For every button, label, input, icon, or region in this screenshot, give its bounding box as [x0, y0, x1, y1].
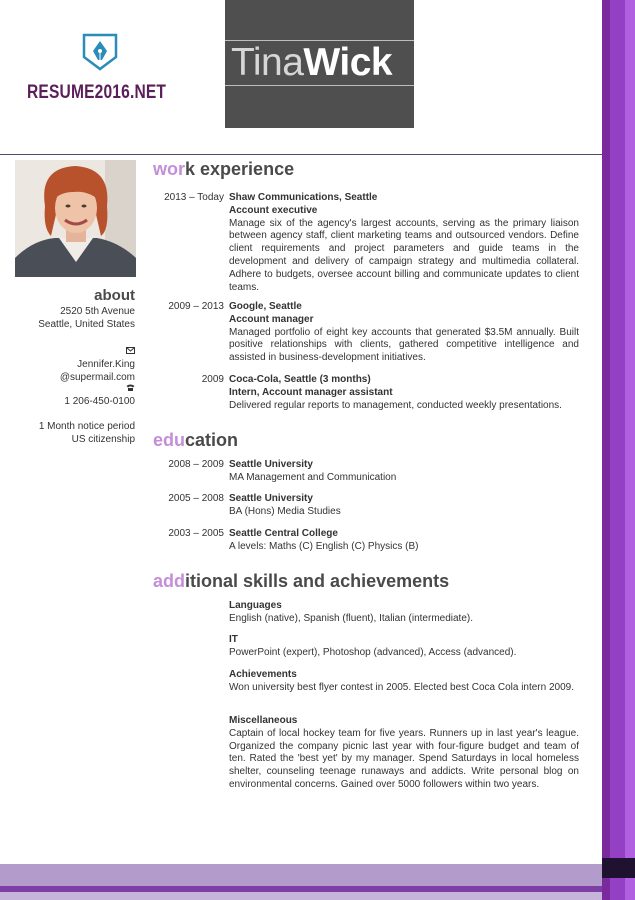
bottom-bar-pale — [0, 892, 602, 900]
header-divider — [0, 154, 602, 155]
skills-entry-achievements-text: Won university best flyer contest in 2005. Elected best Coca Cola intern 2009. — [229, 681, 575, 693]
skills-entry-miscellaneous — [229, 715, 579, 792]
skills-entry-it-text: PowerPoint (expert), Photoshop (advanced), Access (advanced). — [229, 646, 517, 658]
portrait-photo — [15, 160, 136, 277]
education-entry-3-dates: 2003 – 2005 — [168, 528, 224, 539]
education-entry-3-degree: A levels: Maths (C) English (C) Physics (B) — [229, 540, 419, 552]
skills-title-highlight: add — [153, 571, 186, 591]
education-entry-1-degree: MA Management and Communication — [229, 471, 397, 483]
envelope-icon — [126, 347, 135, 354]
education-entry-3 — [229, 528, 579, 554]
work-title — [153, 159, 294, 180]
skills-entry-miscellaneous-heading: Miscellaneous — [229, 715, 298, 726]
email-line-1[interactable]: Jennifer.King — [77, 359, 135, 370]
skills-title — [153, 571, 449, 592]
work-entry-2-description: Managed portfolio of eight key accounts that generated $3.5M annually. Built positive relationships with clients, gathered competitive intelligence and assisted in business-development initiatives. — [229, 326, 579, 364]
education-entry-1-school: Seattle University — [229, 459, 313, 470]
education-entry-2-school: Seattle University — [229, 493, 313, 504]
work-entry-2-dates: 2009 – 2013 — [168, 301, 224, 312]
skills-entry-languages — [229, 600, 579, 626]
work-entry-2 — [229, 301, 579, 365]
address — [5, 305, 135, 331]
right-stripe-cap — [602, 858, 635, 878]
email-line-2[interactable]: @supermail.com — [59, 372, 135, 383]
about-title: about — [94, 287, 135, 304]
education-title-rest: cation — [185, 430, 239, 450]
availability-block — [5, 420, 135, 446]
telephone-icon — [126, 384, 135, 391]
work-entry-1-company: Shaw Communications, Seattle — [229, 192, 378, 203]
skills-entry-achievements — [229, 669, 579, 695]
education-entry-2-degree: BA (Hons) Media Studies — [229, 505, 341, 517]
last-name: Wick — [303, 41, 393, 84]
work-entry-2-role: Account manager — [229, 313, 314, 325]
name-plate — [225, 0, 414, 128]
logo-text[interactable]: RESUME2016.NET — [27, 82, 167, 103]
education-entry-2 — [229, 493, 579, 519]
skills-entry-languages-heading: Languages — [229, 600, 282, 611]
right-stripe-dark — [602, 0, 610, 900]
address-line-2: Seattle, United States — [38, 319, 135, 330]
address-line-1: 2520 5th Avenue — [60, 306, 135, 317]
education-entry-1 — [229, 459, 579, 485]
skills-entry-achievements-heading: Achievements — [229, 669, 297, 680]
education-entry-2-dates: 2005 – 2008 — [168, 493, 224, 504]
skills-entry-it — [229, 634, 579, 660]
skills-entry-miscellaneous-text: Captain of local hockey team for five years. Runners up in last year's league. Organized the company picnic last year with four-figure budget and team of ten. Rated the 'best yet' by my manager. Spend Saturdays in local homeless shelter, counseling teenage runaways and addicts. Write personal blog on environmental concerns. Gained over 5000 followers within two years. — [229, 727, 579, 790]
education-title-highlight: edu — [153, 430, 186, 450]
work-title-highlight: wor — [153, 159, 186, 179]
work-entry-1 — [229, 192, 579, 294]
education-entry-1-dates: 2008 – 2009 — [168, 459, 224, 470]
pen-nib-shield-icon — [82, 33, 118, 71]
email-block — [5, 345, 135, 384]
phone-block — [5, 382, 135, 408]
work-entry-1-description: Manage six of the agency's largest accounts, serving as the primary liaison between agency staff, client marketing teams and outsourced vendors. Define client requirements and project parameters and guide teams in the development and delivery of campaign strategy and multimedia collateral. Adhere to budgets, oversee account billing and communicate updates to client teams. — [229, 217, 579, 293]
first-name: Tina — [231, 41, 304, 84]
work-entry-3-description: Delivered regular reports to management, conducted weekly presentations. — [229, 399, 562, 411]
phone-number[interactable]: 1 206-450-0100 — [64, 396, 135, 407]
right-stripe-mid — [610, 0, 625, 900]
work-entry-3 — [229, 374, 579, 412]
citizenship: US citizenship — [71, 434, 135, 445]
work-entry-3-dates: 2009 — [201, 374, 224, 385]
notice-period: 1 Month notice period — [38, 421, 135, 432]
education-title — [153, 430, 238, 451]
work-entry-1-role: Account executive — [229, 204, 318, 216]
candidate-name — [231, 42, 392, 84]
bottom-bar-light — [0, 864, 602, 886]
name-line-bottom — [225, 85, 414, 86]
skills-entry-it-heading: IT — [229, 634, 238, 645]
skills-title-rest: itional skills and achievements — [185, 571, 450, 591]
education-entry-3-school: Seattle Central College — [229, 528, 338, 539]
work-entry-3-company: Coca-Cola, Seattle (3 months) — [229, 374, 371, 385]
work-title-rest: k experience — [185, 159, 295, 179]
work-entry-3-role: Intern, Account manager assistant — [229, 386, 393, 398]
work-entry-1-dates: 2013 – Today — [164, 192, 224, 203]
skills-entry-languages-text: English (native), Spanish (fluent), Italian (intermediate). — [229, 612, 474, 624]
work-entry-2-company: Google, Seattle — [229, 301, 302, 312]
right-stripe-light — [625, 0, 635, 900]
